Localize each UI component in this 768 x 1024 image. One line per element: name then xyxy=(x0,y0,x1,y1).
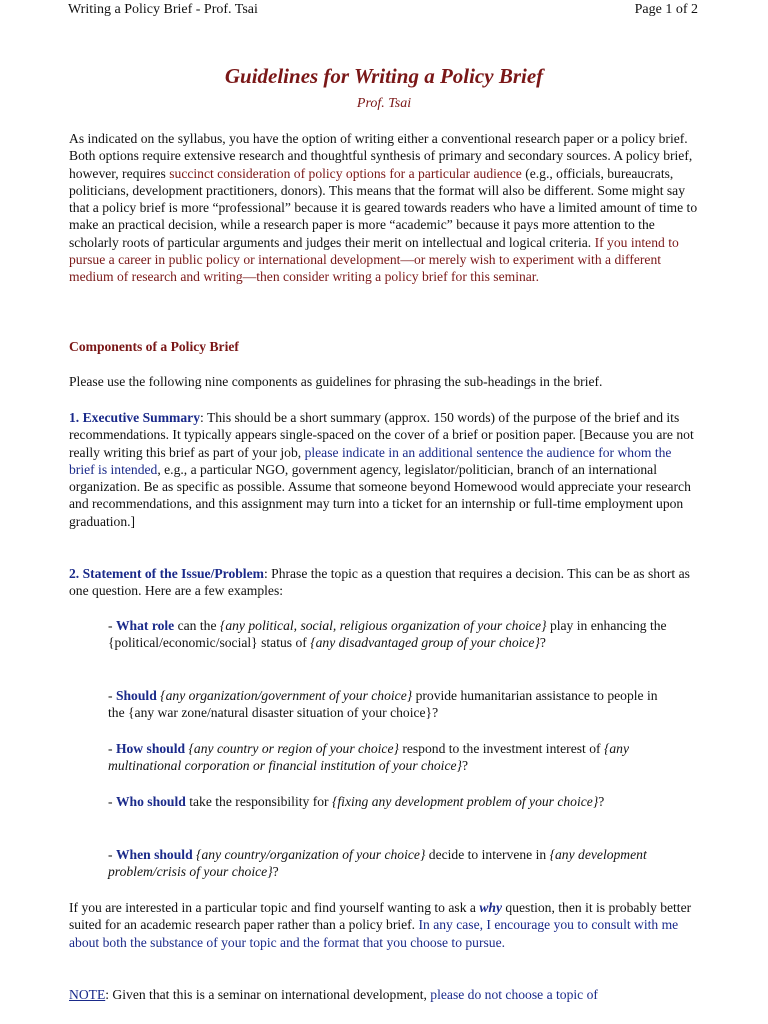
author-name: Prof. Tsai xyxy=(356,96,412,111)
intro-paragraph xyxy=(69,130,699,286)
note-label: NOTE xyxy=(69,987,106,1002)
why-text-a: If you are interested in a particular topic and find yourself wanting to ask a xyxy=(69,900,480,915)
example-question: - Who should take the responsibility for {fixing any development problem of your choice}? xyxy=(108,794,605,809)
example-question: - When should {any country/organization of your choice} decide to intervene in {any development problem/crisis of your choice}? xyxy=(108,847,647,880)
item-2-text: : Phrase the topic as a question that requires a decision. This can be as short as one question. Here are a few examples: xyxy=(69,566,690,599)
item-statement-of-issue xyxy=(69,565,699,600)
why-question-paragraph xyxy=(69,899,699,951)
example-keyword: Should xyxy=(115,688,157,703)
item-executive-summary xyxy=(69,409,699,530)
intro-text-2: (e.g., officials, bureaucrats, politicians, development practitioners, donors). This means that the format will also be different. Some might say that a policy brief is more “professional” because it is geared towards readers who have a limited amount of time to make an practical decision, while a research paper is more “academic” because it pays more attention to the scholarly roots of particular arguments and judges their merit on intellectual and logical criteria. xyxy=(69,165,698,250)
note-paragraph xyxy=(69,986,699,1003)
why-highlight: In any case, I encourage you to consult with me about both the substance of your topic and the format that you choose to pursue. xyxy=(69,917,679,950)
page-header xyxy=(68,1,698,18)
intro-highlight-1: succinct consideration of policy options for a particular audience xyxy=(169,165,522,181)
why-emphasis: why xyxy=(479,900,502,915)
item-1-text-c: , e.g., a particular NGO, government agency, legislator/politician, branch of an international organization. Be as specific as possible. Assume that someone beyond Homewood would appreciate your research and recommendations, and this assignment may turn into a ticket for an internship or full-time employment upon graduation.] xyxy=(69,461,691,529)
document-title: Guidelines for Writing a Policy Brief xyxy=(224,64,544,88)
item-1-text-a: : This should be a short summary (approx. 150 words) of the purpose of the brief and its recommendations. It typically appears single-spaced on the cover of a brief or position paper. [Because you are not really writing this brief as part of your job, xyxy=(69,410,694,460)
header-left: Writing a Policy Brief - Prof. Tsai xyxy=(68,2,258,17)
intro-text-1: As indicated on the syllabus, you have the option of writing either a conventional research paper or a policy brief. Both options require extensive research and thoughtful synthesis of primary and secondary sources. A policy brief, however, requires xyxy=(69,131,693,181)
example-keyword: Who should xyxy=(115,794,186,809)
example-question: - How should {any country or region of your choice} respond to the investment interest of {any multinational corporation or financial institution of your choice}? xyxy=(108,741,630,774)
note-highlight: please do not choose a topic of xyxy=(430,987,598,1002)
components-intro: Please use the following nine components as guidelines for phrasing the sub-headings in the brief. xyxy=(69,374,603,389)
components-heading: Components of a Policy Brief xyxy=(69,339,239,354)
item-1-highlight: please indicate in an additional sentence the audience for whom the brief is intended xyxy=(69,444,672,477)
example-question: - What role can the {any political, social, religious organization of your choice} play in enhancing the {political/economic/social} status of {any disadvantaged group of your choice}? xyxy=(108,618,667,651)
intro-highlight-2: If you intend to pursue a career in public policy or international development—or merely wish to experiment with a different medium of research and writing—then consider writing a policy brief for this seminar. xyxy=(69,234,679,285)
why-text-b: question, then it is probably better suited for an academic research paper rather than a policy brief. xyxy=(69,900,692,933)
page-number: Page 1 of 2 xyxy=(634,2,698,17)
example-question: - Should {any organization/government of your choice} provide humanitarian assistance to people in the {any war zone/natural disaster situation of your choice}? xyxy=(108,688,658,721)
example-keyword: How should xyxy=(115,741,186,756)
example-keyword: When should xyxy=(115,847,193,862)
item-1-label: 1. Executive Summary xyxy=(69,410,201,425)
note-text: : Given that this is a seminar on international development, xyxy=(105,987,431,1002)
item-2-label: 2. Statement of the Issue/Problem xyxy=(69,566,264,581)
example-keyword: What role xyxy=(115,618,175,633)
